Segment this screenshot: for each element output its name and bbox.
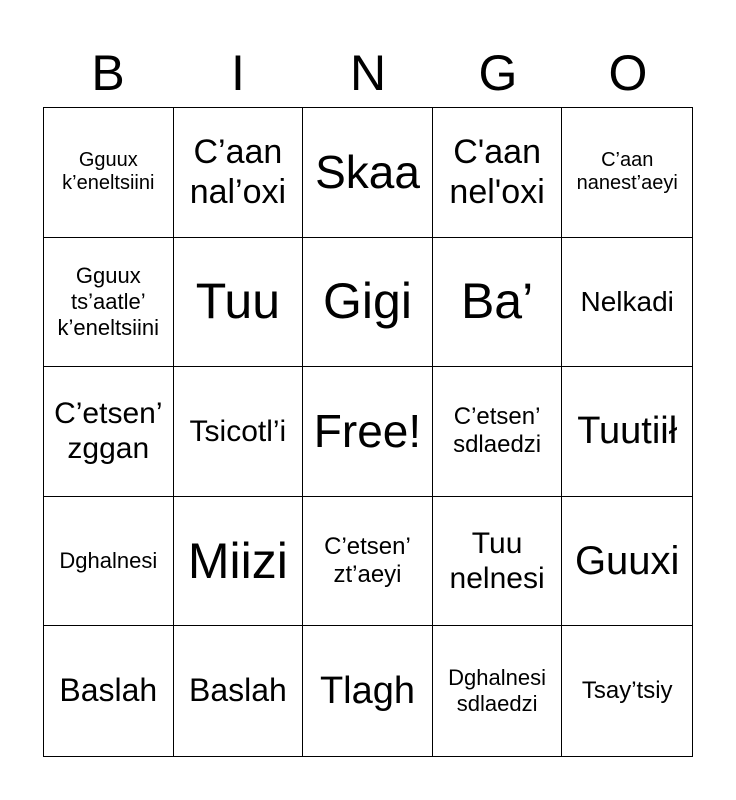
header-letter-i: I	[231, 45, 245, 101]
bingo-cell-text: Gigi	[323, 273, 412, 330]
bingo-cell-text: Tuu	[195, 273, 281, 330]
bingo-cell-text: Gguux k’eneltsiini	[62, 148, 155, 195]
bingo-cell-text: C’etsen’ zggan	[54, 397, 163, 466]
bingo-cell-r5c3[interactable]	[303, 626, 433, 756]
bingo-cell-r2c4[interactable]	[433, 238, 563, 368]
bingo-cell-free[interactable]	[303, 367, 433, 497]
bingo-cell-r1c5[interactable]	[562, 108, 692, 238]
bingo-cell-r2c2[interactable]	[174, 238, 304, 368]
bingo-cell-text: Tuu nelnesi	[449, 526, 545, 596]
bingo-cell-text: Nelkadi	[580, 286, 674, 318]
bingo-cell-text: Tuutiił	[577, 410, 678, 453]
bingo-cell-text: Gguux ts’aatle’ k’eneltsiini	[57, 262, 160, 340]
bingo-cell-text: C'aan nel'oxi	[449, 133, 545, 212]
bingo-cell-r3c2[interactable]	[174, 367, 304, 497]
bingo-cell-text: C’etsen’ zt’aeyi	[324, 532, 411, 589]
bingo-cell-r4c5[interactable]	[562, 497, 692, 627]
bingo-cell-r5c1[interactable]	[44, 626, 174, 756]
bingo-cell-r4c4[interactable]	[433, 497, 563, 627]
bingo-cell-r5c2[interactable]	[174, 626, 304, 756]
bingo-cell-r5c5[interactable]	[562, 626, 692, 756]
bingo-cell-r4c1[interactable]	[44, 497, 174, 627]
bingo-cell-r1c2[interactable]	[174, 108, 304, 238]
header-letter-g: G	[478, 45, 518, 101]
bingo-cell-text: C’etsen’ sdlaedzi	[453, 403, 542, 459]
bingo-cell-r3c4[interactable]	[433, 367, 563, 497]
bingo-cell-text: Dghalnesi	[59, 548, 158, 574]
header-letter-b: B	[91, 45, 125, 101]
bingo-cell-text: Guuxi	[574, 538, 680, 583]
bingo-cell-text: Dghalnesi sdlaedzi	[448, 665, 547, 717]
bingo-cell-r5c4[interactable]	[433, 626, 563, 756]
bingo-cell-text: Ba’	[460, 273, 534, 330]
bingo-cell-r2c5[interactable]	[562, 238, 692, 368]
bingo-cell-r1c4[interactable]	[433, 108, 563, 238]
bingo-cell-r3c1[interactable]	[44, 367, 174, 497]
bingo-cell-r1c1[interactable]	[44, 108, 174, 238]
header-letter-n: N	[349, 45, 387, 101]
bingo-cell-text: Tsicotl’i	[189, 414, 287, 448]
bingo-cell-r3c5[interactable]	[562, 367, 692, 497]
bingo-cell-text: Free!	[313, 405, 422, 458]
bingo-cell-text: Skaa	[315, 146, 420, 199]
bingo-cell-r4c2[interactable]	[174, 497, 304, 627]
bingo-cell-r1c3[interactable]	[303, 108, 433, 238]
bingo-header	[43, 38, 693, 108]
bingo-cell-text: Tlagh	[319, 669, 416, 712]
bingo-cell-r2c1[interactable]	[44, 238, 174, 368]
bingo-cell-text: C’aan nanest’aeyi	[576, 148, 678, 195]
bingo-cell-text: C’aan nal’oxi	[189, 133, 287, 212]
bingo-cell-r2c3[interactable]	[303, 238, 433, 368]
bingo-board	[43, 107, 693, 757]
header-letter-o: O	[608, 45, 648, 101]
bingo-cell-r4c3[interactable]	[303, 497, 433, 627]
bingo-cell-text: Miizi	[187, 532, 288, 589]
bingo-cell-text: Baslah	[188, 672, 287, 709]
bingo-cell-text: Tsay’tsiy	[581, 677, 673, 705]
bingo-cell-text: Baslah	[59, 672, 158, 709]
